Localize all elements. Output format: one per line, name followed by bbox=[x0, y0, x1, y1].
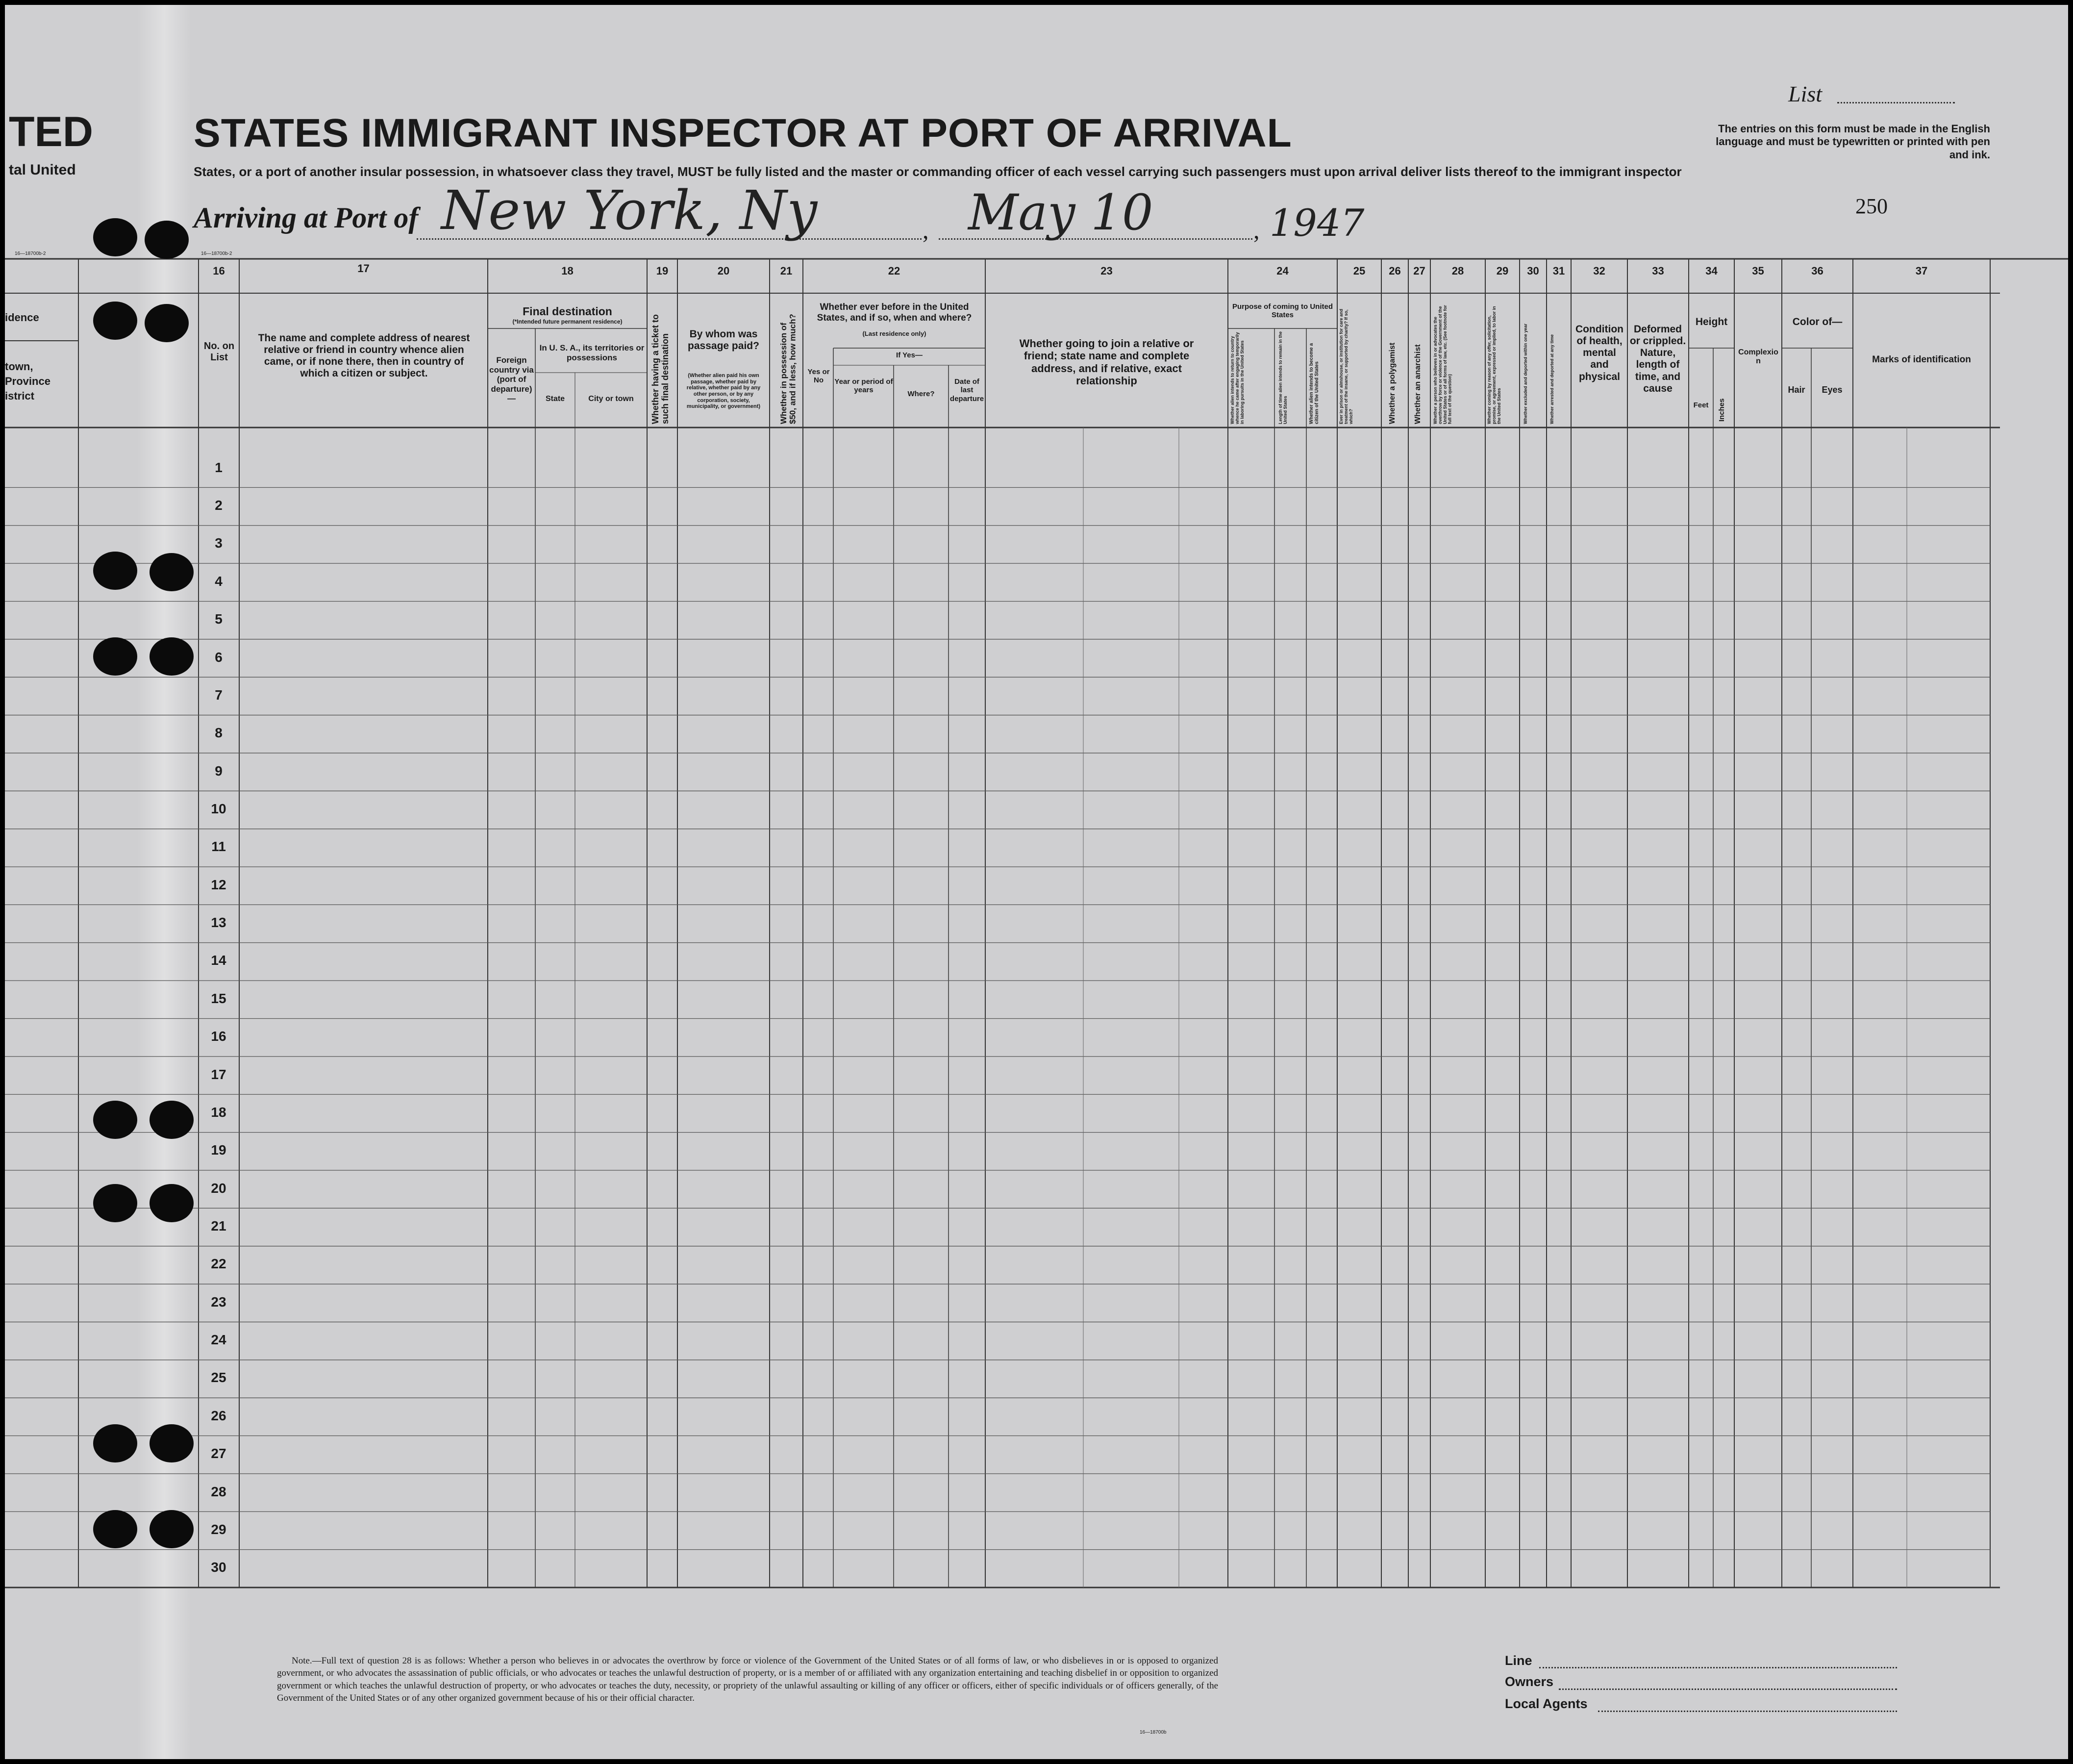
row-number: 11 bbox=[211, 839, 226, 855]
header-inches: Inches bbox=[1718, 398, 1726, 422]
header-marks: Marks of identification bbox=[1872, 354, 1971, 365]
arriving-label: Arriving at Port of bbox=[194, 202, 419, 234]
header-purpose-length: Length of time alien intends to remain in the United States bbox=[1278, 331, 1288, 424]
left-title-fragment: TED bbox=[9, 108, 93, 155]
row-number: 1 bbox=[215, 459, 223, 475]
header-height: Height bbox=[1695, 316, 1728, 328]
form-code-right: 16—18700b-2 bbox=[201, 251, 232, 256]
punch-hole bbox=[93, 637, 137, 676]
row-number: 24 bbox=[211, 1332, 226, 1348]
col-num-19: 19 bbox=[656, 265, 669, 277]
punch-hole bbox=[93, 1424, 137, 1462]
col-num-24: 24 bbox=[1276, 265, 1289, 277]
header-color-of: Color of— bbox=[1792, 316, 1843, 328]
header-where: Where? bbox=[907, 390, 935, 398]
header-hair: Hair bbox=[1788, 385, 1805, 395]
row-number: 16 bbox=[211, 1029, 226, 1044]
header-excluded: Whether excluded and deported within one year bbox=[1523, 323, 1528, 424]
col-num-32: 32 bbox=[1593, 265, 1605, 277]
footnote-question-28: Note.—Full text of question 28 is as follows: Whether a person who believes in or advocates the overthrow by force or violence of the Government of the United States or of all forms of law, or who disbelieves in or is opposed to organized government, or who advocates the assassination of public officials, or who advocates or teaches the unlawful destruction of property, or is a member of or affiliated with any organization entertaining and teaching disbelief in or opposition to organized government or which teaches the unlawful destruction of property, or who advocates or teaches the duty, necessity, or propriety of the unlawful assaulting or killing of any officer or officers, either of specific individuals or of officers generally, of the Government of the United States or of any other organized government because of his or their official character. bbox=[277, 1656, 1218, 1703]
header-ticket: Whether having a ticket to such final destination bbox=[650, 314, 670, 424]
row-number: 25 bbox=[211, 1370, 226, 1386]
header-prison: Ever in prison or almshouse, or institution for care and treatment of the insane, or supported by charity? If so, which? bbox=[1339, 308, 1353, 424]
row-number: 30 bbox=[211, 1560, 226, 1575]
punch-hole bbox=[150, 637, 194, 676]
header-health: Condition of health, mental and physical bbox=[1575, 324, 1623, 382]
header-deformed: Deformed or crippled. Nature, length of time, and cause bbox=[1629, 324, 1686, 394]
header-date-departure: Date of last departure bbox=[949, 378, 984, 403]
manifest-sheet bbox=[5, 5, 2068, 1759]
year-handwritten[interactable]: 1947 bbox=[1270, 201, 1365, 245]
col-num-16: 16 bbox=[213, 265, 225, 277]
punch-hole bbox=[93, 218, 137, 256]
row-number: 27 bbox=[211, 1446, 226, 1462]
header-complexion: Complexion bbox=[1738, 348, 1778, 366]
header-if-yes: If Yes— bbox=[896, 351, 923, 359]
col-num-29: 29 bbox=[1496, 265, 1509, 277]
instructions-text: The entries on this form must be made in the English language and must be typewritten or printed with pen and ink. bbox=[1716, 123, 1990, 161]
col-num-23: 23 bbox=[1100, 265, 1113, 277]
header-final-destination: Final destination bbox=[523, 305, 612, 318]
header-state: State bbox=[545, 395, 565, 403]
header-feet: Feet bbox=[1693, 401, 1709, 409]
local-agents-field[interactable] bbox=[1598, 1709, 1897, 1712]
header-nearest-relative: The name and complete address of nearest relative or friend in country whence alien came, or if none there, then in country of which a citizen or subject. bbox=[258, 332, 470, 379]
header-no-on-list: No. on List bbox=[203, 341, 235, 363]
header-eyes: Eyes bbox=[1822, 385, 1843, 395]
row-number: 4 bbox=[215, 573, 223, 589]
col-num-36: 36 bbox=[1811, 265, 1823, 277]
col-num-26: 26 bbox=[1389, 265, 1401, 277]
footer-form-code: 16—18700b bbox=[1140, 1730, 1167, 1735]
date-handwritten[interactable]: May 10 bbox=[968, 184, 1153, 241]
left-subtitle-fragment: tal United bbox=[9, 162, 76, 178]
row-number: 10 bbox=[211, 801, 226, 816]
row-number: 22 bbox=[211, 1256, 226, 1272]
left-header-town: town, bbox=[5, 360, 33, 373]
col-num-30: 30 bbox=[1527, 265, 1539, 277]
col-num-22: 22 bbox=[888, 265, 900, 277]
header-final-destination-sub: (*Intended future permanent residence) bbox=[512, 318, 623, 325]
header-year-period: Year or period of years bbox=[834, 378, 893, 395]
punch-hole bbox=[145, 304, 189, 342]
header-polygamist: Whether a polygamist bbox=[1388, 342, 1397, 424]
row-number: 15 bbox=[211, 990, 226, 1006]
form-code-left: 16—18700b-2 bbox=[15, 251, 46, 256]
port-handwritten[interactable]: New York, Ny bbox=[441, 179, 818, 242]
row-number: 18 bbox=[211, 1104, 226, 1120]
local-agents-label: Local Agents bbox=[1505, 1696, 1588, 1711]
col-num-33: 33 bbox=[1652, 265, 1664, 277]
header-anarchist: Whether an anarchist bbox=[1414, 344, 1422, 424]
left-header-residence: idence bbox=[5, 311, 39, 324]
punch-hole bbox=[93, 302, 137, 340]
col-num-31: 31 bbox=[1552, 265, 1565, 277]
header-fifty-dollars: Whether in possession of $50, and if less, how much? bbox=[779, 314, 798, 424]
col-num-28: 28 bbox=[1451, 265, 1464, 277]
list-label: List bbox=[1788, 81, 1823, 106]
row-number: 17 bbox=[211, 1066, 226, 1082]
col-num-35: 35 bbox=[1752, 265, 1764, 277]
punch-hole bbox=[145, 221, 189, 259]
row-number: 21 bbox=[211, 1218, 226, 1234]
line-field[interactable] bbox=[1539, 1665, 1897, 1668]
col-num-21: 21 bbox=[780, 265, 793, 277]
row-number: 3 bbox=[215, 535, 223, 551]
punch-hole bbox=[150, 1510, 194, 1548]
punch-hole bbox=[150, 1101, 194, 1139]
owners-field[interactable] bbox=[1559, 1687, 1897, 1690]
header-overthrow: Whether a person who believes in or advocates the overthrow by force or violence of the Government of the United States or of all forms of law, etc. (See footnote for full text of the question) bbox=[1433, 305, 1452, 424]
row-number: 12 bbox=[211, 877, 226, 892]
form-subtitle: States, or a port of another insular possession, in whatsoever class they travel, MUST be fully listed and the master or commanding officer of each vessel carrying such passengers must upon arrival deliver lists thereof to the immigrant inspector bbox=[194, 164, 1682, 179]
punch-hole bbox=[150, 1184, 194, 1222]
row-number: 2 bbox=[215, 498, 223, 513]
col-num-25: 25 bbox=[1353, 265, 1366, 277]
header-passage-paid-sub: (Whether alien paid his own passage, whether paid by relative, whether paid by any other person, or by any corporation, society, municipality, or government) bbox=[686, 373, 761, 410]
row-number: 5 bbox=[215, 611, 223, 627]
header-labor-offer: Whether coming by reason of any offer, solicitation, promise, or agreement, expressed or implied, to labor in the United States bbox=[1487, 306, 1501, 424]
comma-2: , bbox=[1253, 216, 1260, 244]
header-yes-no: Yes or No bbox=[807, 368, 830, 385]
owners-label: Owners bbox=[1505, 1674, 1554, 1689]
header-arrested: Whether arrested and deported at any time bbox=[1549, 334, 1554, 424]
col-num-18: 18 bbox=[561, 265, 574, 277]
row-number: 29 bbox=[211, 1521, 226, 1537]
punch-hole bbox=[93, 1184, 137, 1222]
punch-hole bbox=[93, 552, 137, 590]
punch-hole bbox=[93, 1510, 137, 1548]
header-ever-before-sub: (Last residence only) bbox=[862, 330, 926, 337]
header-ever-before: Whether ever before in the United States, and if so, when and where? bbox=[817, 302, 972, 323]
header-purpose: Purpose of coming to United States bbox=[1232, 302, 1333, 320]
row-number: 13 bbox=[211, 915, 226, 931]
col-num-17: 17 bbox=[357, 262, 370, 275]
line-label: Line bbox=[1505, 1653, 1532, 1668]
col-num-20: 20 bbox=[717, 265, 730, 277]
row-number: 9 bbox=[215, 763, 223, 779]
form-title: STATES IMMIGRANT INSPECTOR AT PORT OF ARRIVAL bbox=[194, 111, 1292, 155]
row-number: 28 bbox=[211, 1484, 226, 1499]
row-number: 6 bbox=[215, 649, 223, 665]
header-purpose-citizen: Whether alien intends to become a citizen of the United States bbox=[1309, 343, 1320, 424]
col-num-34: 34 bbox=[1705, 265, 1718, 277]
header-city-town: City or town bbox=[588, 395, 634, 403]
left-header-province: Province bbox=[5, 375, 50, 387]
row-number: 8 bbox=[215, 725, 223, 741]
header-join-relative: Whether going to join a relative or friend; state name and complete address, and if relative, exact relationship bbox=[1019, 337, 1194, 387]
punch-hole bbox=[150, 1424, 194, 1462]
row-number: 14 bbox=[211, 953, 226, 968]
row-number: 7 bbox=[215, 687, 223, 703]
comma-1: , bbox=[923, 216, 929, 244]
left-header-district: istrict bbox=[5, 390, 34, 402]
punch-hole bbox=[150, 553, 194, 591]
row-number: 20 bbox=[211, 1180, 226, 1196]
col-num-37: 37 bbox=[1915, 265, 1928, 277]
punch-hole bbox=[93, 1101, 137, 1139]
row-number: 23 bbox=[211, 1294, 226, 1310]
col-num-27: 27 bbox=[1413, 265, 1425, 277]
header-foreign-country: Foreign country via (port of departure)— bbox=[489, 355, 534, 403]
row-number: 26 bbox=[211, 1408, 226, 1423]
header-in-usa: In U. S. A., its territories or possessions bbox=[539, 343, 645, 362]
header-purpose-return: Whether alien intends to return to country whence he came after engaging temporarily in laboring pursuits in the United States bbox=[1230, 332, 1245, 424]
row-number: 19 bbox=[211, 1142, 226, 1158]
page-number: 250 bbox=[1855, 194, 1888, 218]
header-passage-paid: By whom was passage paid? bbox=[688, 328, 759, 352]
